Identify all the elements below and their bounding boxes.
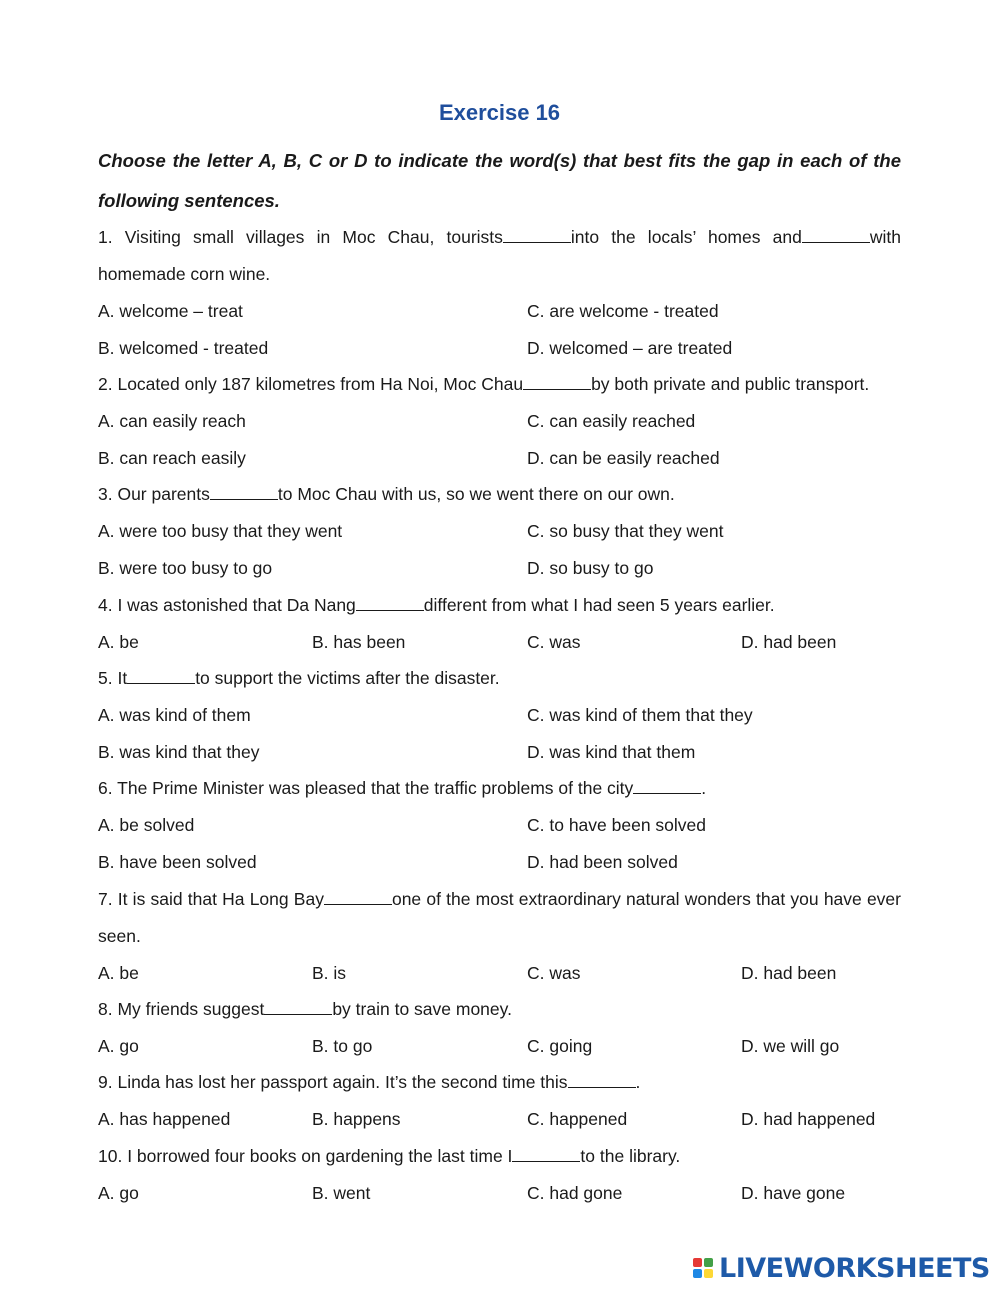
option-b[interactable]: B. can reach easily [98, 448, 246, 468]
option-d[interactable]: D. had been solved [527, 852, 678, 872]
answer-blank[interactable] [802, 227, 870, 243]
option-d[interactable]: D. had happened [741, 1109, 876, 1129]
option-c[interactable]: C. was [527, 963, 581, 983]
option-d[interactable]: D. had been [741, 963, 837, 983]
instruction-text: Choose the letter A, B, C or D to indicate the word(s) that best fits the gap in each of the following sentences. [98, 150, 901, 211]
option-a[interactable]: A. has happened [98, 1109, 231, 1129]
liveworksheets-logo[interactable] [693, 1253, 993, 1285]
option-b[interactable]: B. is [312, 963, 347, 983]
option-a[interactable]: A. be solved [98, 815, 195, 835]
option-b[interactable]: B. welcomed - treated [98, 338, 269, 358]
option-c[interactable]: C. going [527, 1036, 593, 1056]
option-c[interactable]: C. was [527, 632, 581, 652]
option-c[interactable]: C. so busy that they went [527, 521, 724, 541]
answer-blank[interactable] [512, 1146, 580, 1162]
question-2: 2. Located only 187 kilometres from Ha Noi, Moc Chau by both private and public transport. [98, 374, 870, 394]
option-a[interactable]: A. go [98, 1183, 139, 1203]
option-d[interactable]: D. had been [741, 632, 837, 652]
option-b[interactable]: B. were too busy to go [98, 558, 273, 578]
option-a[interactable]: A. can easily reach [98, 411, 246, 431]
option-d[interactable]: D. welcomed – are treated [527, 338, 733, 358]
answer-blank[interactable] [503, 227, 571, 243]
option-a[interactable]: A. were too busy that they went [98, 521, 343, 541]
option-d[interactable]: D. have gone [741, 1183, 846, 1203]
option-c[interactable]: C. to have been solved [527, 815, 707, 835]
question-8: 8. My friends suggest by train to save money. [98, 999, 512, 1019]
option-d[interactable]: D. so busy to go [527, 558, 654, 578]
option-b[interactable]: B. have been solved [98, 852, 257, 872]
logo-text: LIVEWORKSHEETS [719, 1253, 990, 1284]
option-a[interactable]: A. be [98, 963, 139, 983]
answer-blank[interactable] [324, 889, 392, 905]
option-d[interactable]: D. was kind that them [527, 742, 696, 762]
option-a[interactable]: A. go [98, 1036, 139, 1056]
question-7: 7. It is said that Ha Long Bay one of the most extraordinary natural wonders that you have ever seen. [98, 889, 901, 946]
option-d[interactable]: D. can be easily reached [527, 448, 720, 468]
option-a[interactable]: A. was kind of them [98, 705, 251, 725]
option-c[interactable]: C. can easily reached [527, 411, 696, 431]
question-10: 10. I borrowed four books on gardening the last time I to the library. [98, 1146, 681, 1166]
option-b[interactable]: B. happens [312, 1109, 401, 1129]
option-b[interactable]: B. has been [312, 632, 406, 652]
question-5: 5. It to support the victims after the disaster. [98, 668, 500, 688]
question-9: 9. Linda has lost her passport again. It’s the second time this . [98, 1072, 641, 1092]
option-a[interactable]: A. welcome – treat [98, 301, 243, 321]
answer-blank[interactable] [568, 1072, 636, 1088]
exercise-title: Exercise 16 [438, 100, 561, 125]
option-c[interactable]: C. had gone [527, 1183, 623, 1203]
answer-blank[interactable] [210, 484, 278, 500]
option-b[interactable]: B. went [312, 1183, 371, 1203]
question-4: 4. I was astonished that Da Nang different from what I had seen 5 years earlier. [98, 595, 775, 615]
option-b[interactable]: B. to go [312, 1036, 373, 1056]
logo-mark-icon [693, 1258, 715, 1280]
option-c[interactable]: C. was kind of them that they [527, 705, 753, 725]
answer-blank[interactable] [356, 595, 424, 611]
option-a[interactable]: A. be [98, 632, 139, 652]
option-b[interactable]: B. was kind that they [98, 742, 260, 762]
answer-blank[interactable] [127, 668, 195, 684]
question-1: 1. Visiting small villages in Moc Chau, tourists into the locals’ homes and with homemade corn wine. [98, 227, 901, 284]
option-c[interactable]: C. happened [527, 1109, 628, 1129]
answer-blank[interactable] [523, 374, 591, 390]
answer-blank[interactable] [264, 999, 332, 1015]
option-d[interactable]: D. we will go [741, 1036, 840, 1056]
question-3: 3. Our parents to Moc Chau with us, so we went there on our own. [98, 484, 675, 504]
option-c[interactable]: C. are welcome - treated [527, 301, 719, 321]
question-6: 6. The Prime Minister was pleased that the traffic problems of the city . [98, 778, 707, 798]
answer-blank[interactable] [633, 778, 701, 794]
